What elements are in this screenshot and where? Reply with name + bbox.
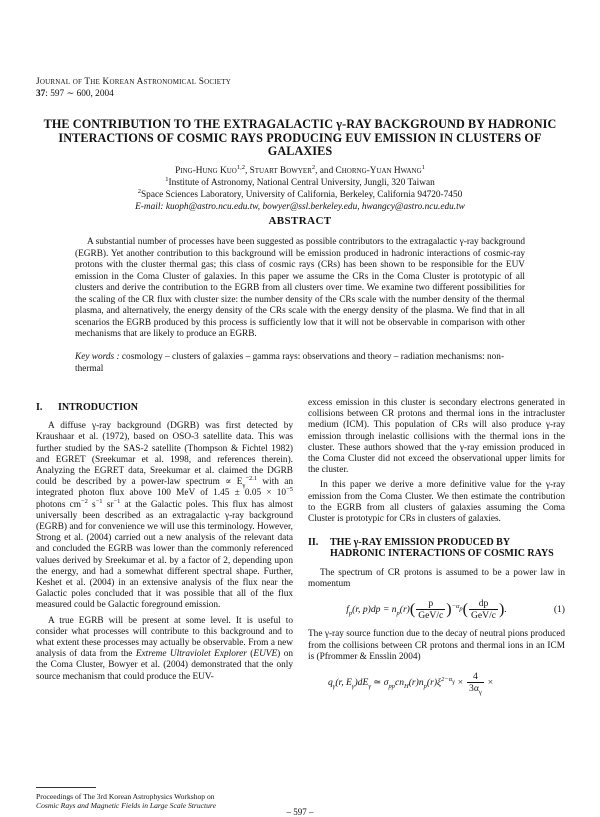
intro-paragraph-3: In this paper we derive a more definitive value for the γ-ray emission from the Coma Cluster. We then estimate the contribution to the EGRB from all clusters of galaxies assuming the Coma Cluster is prototypic for CRs in clusters of galaxies. bbox=[308, 480, 565, 525]
author-2: Stuart Bowyer bbox=[249, 166, 312, 176]
equation-2: $q_\gamma(r$, $E_\gamma)dE_\gamma$ ≃ $\sigma_{pp}cn_H(r)n_p(r)\xi^{2-\alpha_\gamma}$ × $\frac{4}{3\alpha_\gamma}$ × bbox=[328, 671, 494, 697]
volume-number: 37 bbox=[36, 89, 46, 99]
equation-1: $f_p(r$, $p)dp = n_p(r)$( $\frac{p}{\text{GeV/c}}$ )$^{-\alpha_p}$( $\frac{dp}{\text{GeV/c}}$ ). (1) bbox=[346, 598, 565, 622]
footnote-line-1: Proceedings of The 3rd Korean Astrophysics Workshop on bbox=[36, 792, 215, 801]
keywords-list: cosmology – clusters of galaxies – gamma rays: observations and theory – radiation mechanisms: non-thermal bbox=[75, 352, 505, 374]
intro-paragraph-1: A diffuse γ-ray background (DGRB) was first detected by Kraushaar et al. (1972), based on OSO-3 satellite data. This was further studied by the SAS-2 satellite (Thompson & Fichtel 1982) and EGRET (Sreekumar et al. 1998, and references therein). Analyzing the EGRET data, Sreekumar et al. claimed the DGRB could be described by a power-law spectrum ∝ $E_\gamma^{-2.1}$ with an integrated photon flux above 100 MeV of $1.45 \pm 0.05 \times 10^{-5}$ photons $cm^{-2}$ $s^{-1}$ $sr^{-1}$ at the Galactic poles. This flux has almost universally been described as an extragalactic γ-ray background (EGRB) and for convenience we will use this terminology. However, Strong et al. (2004) carried out a new analysis of the relevant data and concluded the EGRB was lower than the commonly referenced values derived by Sreekumar et al. by a factor of 2, depending upon the energy, and had a somewhat different spectral shape. Further, Keshet et al. (2004) in an extensive analysis of the flux near the Galactic poles concluded that it was possible that all of the flux measured could be Galactic foreground emission. bbox=[36, 421, 293, 611]
author-line: Ping-Hung Kuo$^{1,2}$, Stuart Bowyer$^2$, and Chorng-Yuan Hwang$^1$ bbox=[175, 163, 425, 176]
author-1: Ping-Hung Kuo bbox=[175, 166, 237, 176]
section-2-title: THE γ-RAY EMISSION PRODUCED BY HADRONIC INTERACTIONS OF COSMIC RAYS bbox=[330, 537, 554, 560]
abstract-text: A substantial number of processes have been suggested as possible contributors to the extragalactic γ-ray background (EGRB). Yet another contribution to this background will be emission produced in hadronic interactions of cosmic-ray protons with the cluster thermal gas; this class of cosmic rays (CRs) has been shown to be responsible for the EUV emission in the Coma Cluster of galaxies. In this paper we assume the CRs in the Coma Cluster is prototypic of all clusters and derive the contribution to the EGRB from all clusters over time. We examine two different possibilities for the scaling of the CR flux with cluster size: the number density of the CRs scale with the number density of the thermal plasma, and alternatively, the energy density of the CRs scale with the energy density of the plasma. We find that in all scenarios the EGRB produced by this process is sufficiently low that it will not be observable in comparison with other mechanisms that are likely to produce an EGRB. bbox=[75, 237, 525, 339]
section-2-paragraph-2: The γ-ray source function due to the decay of neutral pions produced from the collisions between CR protons and thermal ions in an ICM is (Pfrommer & Ensslin 2004) bbox=[308, 629, 565, 662]
section-1-number: I. bbox=[36, 402, 43, 413]
section-1-heading bbox=[36, 402, 293, 413]
section-2-paragraph-1: The spectrum of CR protons is assumed to be a power law in momentum bbox=[308, 567, 565, 589]
section-2-number: II. bbox=[308, 537, 319, 549]
keywords bbox=[75, 352, 525, 375]
author-block bbox=[36, 165, 564, 213]
author-3-affil: 1 bbox=[421, 163, 425, 171]
equation-1-number: (1) bbox=[553, 604, 565, 616]
footnote-rule bbox=[36, 787, 96, 788]
footnote-line-2: Cosmic Rays and Magnetic Fields in Large Scale Structure bbox=[36, 801, 216, 811]
author-2-affil: 2 bbox=[311, 163, 316, 171]
section-1-title: INTRODUCTION bbox=[58, 402, 139, 413]
intro-paragraph-2: A true EGRB will be present at some level. It is useful to consider what processes will contribute to this background and to what extent these processes may actually be observable. From a new analysis of data from the Extreme Ultraviolet Explorer (EUVE) on the Coma Cluster, Bowyer et al. (2004) demonstrated that the only source mechanism that could produce the EUV- bbox=[36, 615, 294, 682]
journal-volume-line bbox=[36, 88, 231, 100]
affiliation-2: $^2$Space Sciences Laboratory, University of California, Berkeley, California 94720-7450 bbox=[137, 187, 463, 200]
journal-name: Journal of The Korean Astronomical Society bbox=[36, 77, 232, 87]
right-column bbox=[308, 398, 565, 702]
keywords-label: Key words : bbox=[75, 352, 120, 362]
journal-header bbox=[36, 76, 231, 100]
abstract-heading: ABSTRACT bbox=[268, 215, 332, 227]
page-range: : 597 ∼ 600, 2004 bbox=[45, 89, 114, 99]
author-1-affil: 1,2 bbox=[236, 163, 245, 171]
affiliation-1: $^1$Institute of Astronomy, National Central University, Jungli, 320 Taiwan bbox=[165, 175, 435, 188]
author-3: Chorng-Yuan Hwang bbox=[335, 166, 422, 176]
intro-paragraph-2-cont: excess emission in this cluster is secondary electrons generated in collisions between CR protons and thermal ions in the intracluster medium (ICM). This population of CRs will also produce γ-ray emission through inelastic collisions with the thermal ions in the cluster. These authors showed that the γ-ray emission produced in the Coma Cluster did not exceed the observational upper limits for the cluster. bbox=[308, 398, 565, 476]
paper-title: THE CONTRIBUTION TO THE EXTRAGALACTIC γ-RAY BACKGROUND BY HADRONIC INTERACTIONS OF COSMIC RAYS PRODUCING EUV EMISSION IN CLUSTERS OF GALAXIES bbox=[43, 117, 557, 159]
author-emails: E-mail: kuoph@astro.ncu.edu.tw, bowyer@ssl.berkeley.edu, hwangcy@astro.ncu.edu.tw bbox=[135, 202, 465, 212]
left-column bbox=[36, 398, 293, 683]
page-number: – 597 – bbox=[286, 807, 314, 817]
section-2-heading bbox=[308, 537, 565, 559]
